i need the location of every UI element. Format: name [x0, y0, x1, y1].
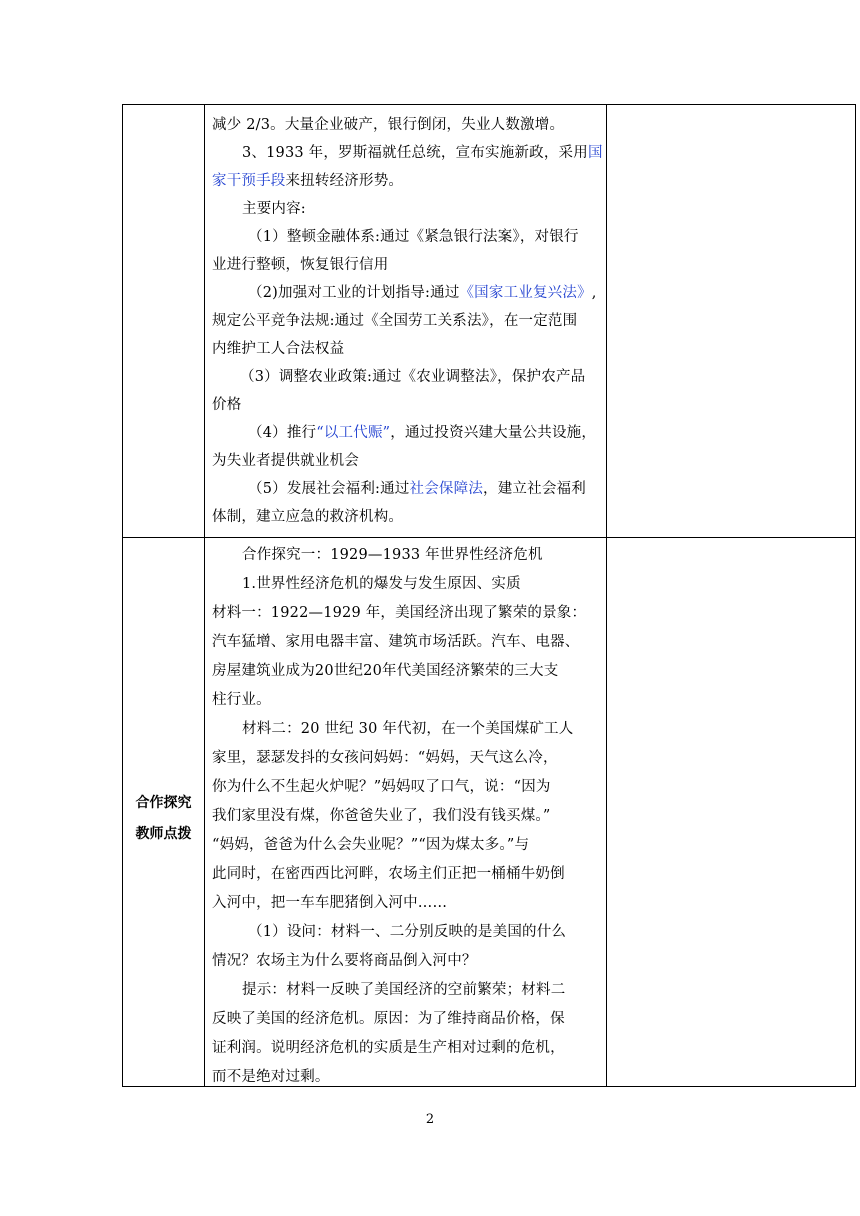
text-line [212, 1034, 604, 1063]
text-line [212, 195, 604, 223]
label-line-2: 教师点拨 [135, 826, 192, 842]
highlighted-term: 社会保障法 [409, 481, 484, 497]
text-segment: 家里，瑟瑟发抖的女孩问妈妈：“妈妈，天气这么冷， [212, 750, 558, 766]
table-border-left [122, 104, 123, 1087]
text-line [212, 657, 604, 686]
text-line [212, 503, 604, 531]
text-line [212, 599, 604, 628]
text-segment: 规定公平竞争法规:通过《全国劳工关系法》，在一定范围 [212, 313, 578, 329]
text-line [212, 391, 604, 419]
text-line [212, 251, 604, 279]
text-line [212, 947, 604, 976]
lesson-table [122, 104, 856, 1087]
text-segment: 业进行整顿，恢复银行信用 [212, 257, 389, 273]
highlighted-term: 家干预手段 [212, 173, 286, 189]
text-line [212, 860, 604, 889]
text-line [212, 279, 604, 307]
text-segment: 房屋建筑业成为20世纪20年代美国经济繁荣的三大支 [212, 663, 559, 679]
text-line [212, 918, 604, 947]
text-line [212, 475, 604, 503]
text-line [212, 773, 604, 802]
text-segment: 汽车猛增、家用电器丰富、建筑市场活跃。汽车、电器、 [212, 634, 580, 650]
table-divider-1 [204, 104, 205, 1087]
text-line [212, 111, 604, 139]
row1-content [212, 111, 604, 531]
text-segment: 来扭转经济形势。 [285, 173, 404, 189]
text-segment: （2)加强对工业的计划指导:通过 [248, 285, 460, 301]
text-line [212, 541, 604, 570]
text-line [212, 686, 604, 715]
table-divider-2 [606, 104, 607, 1087]
text-segment: 为失业者提供就业机会 [212, 453, 359, 469]
text-line [212, 570, 604, 599]
text-segment: 主要内容: [242, 201, 306, 217]
row-divider [122, 537, 856, 538]
text-line [212, 419, 604, 447]
text-segment: ，通过投资兴建大量公共设施， [390, 425, 597, 441]
text-segment: 你为什么不生起火炉呢？”妈妈叹了口气，说：“因为 [212, 779, 551, 795]
text-segment: 减少 2/3。大量企业破产，银行倒闭，失业人数激增。 [212, 117, 565, 133]
table-border-right [855, 104, 856, 1087]
table-border-top [122, 104, 856, 105]
text-segment: 证利润。说明经济危机的实质是生产相对过剩的危机， [212, 1040, 565, 1056]
text-segment: 内维护工人合法权益 [212, 341, 345, 357]
text-segment: , [591, 285, 597, 301]
text-segment: 材料二：20 世纪 30 年代初，在一个美国煤矿工人 [242, 721, 574, 737]
text-line [212, 715, 604, 744]
text-segment: 合作探究一：1929—1933 年世界性经济危机 [242, 547, 543, 563]
text-segment: 反映了美国的经济危机。原因：为了维持商品价格，保 [212, 1011, 565, 1027]
text-line [212, 307, 604, 335]
text-line [212, 831, 604, 860]
row2-content [212, 541, 604, 1092]
text-segment: 体制，建立应急的救济机构。 [212, 509, 404, 525]
text-segment: （1）整顿金融体系:通过《紧急银行法案》，对银行 [248, 229, 579, 245]
text-segment: 而不是绝对过剩。 [212, 1069, 330, 1085]
text-segment: 我们家里没有煤，你爸爸失业了，我们没有钱买煤。” [212, 808, 551, 824]
text-segment: ，建立社会福利 [483, 481, 586, 497]
text-line [212, 744, 604, 773]
text-line [212, 802, 604, 831]
text-line [212, 889, 604, 918]
text-line [212, 223, 604, 251]
text-line [212, 335, 604, 363]
text-line [212, 976, 604, 1005]
text-line [212, 139, 604, 167]
text-line [212, 167, 604, 195]
text-segment: 柱行业。 [212, 692, 271, 708]
text-line [212, 628, 604, 657]
text-segment: 入河中，把一车车肥猪倒入河中…… [212, 895, 448, 911]
highlighted-term: “以工代赈” [316, 425, 391, 441]
highlighted-term: 国 [587, 145, 603, 161]
text-line [212, 1063, 604, 1092]
text-line [212, 447, 604, 475]
text-segment: “妈妈，爸爸为什么会失业呢？”“因为煤太多。”与 [212, 837, 530, 853]
text-segment: 提示：材料一反映了美国经济的空前繁荣；材料二 [242, 982, 566, 998]
text-segment: （1）设问：材料一、二分别反映的是美国的什么 [248, 924, 567, 940]
label-line-1: 合作探究 [135, 795, 192, 811]
text-line [212, 363, 604, 391]
text-line [212, 1005, 604, 1034]
text-segment: 此同时，在密西西比河畔，农场主们正把一桶桶牛奶倒 [212, 866, 565, 882]
row2-label [122, 788, 205, 850]
text-segment: （4）推行 [248, 425, 317, 441]
text-segment: 1.世界性经济危机的爆发与发生原因、实质 [242, 576, 521, 592]
text-segment: 材料一：1922—1929 年，美国经济出现了繁荣的景象： [212, 605, 587, 621]
page-number: 2 [425, 1112, 435, 1127]
text-segment: （3）调整农业政策:通过《农业调整法》，保护农产品 [240, 369, 586, 385]
text-segment: （5）发展社会福利:通过 [248, 481, 410, 497]
text-segment: 价格 [212, 397, 242, 413]
text-segment: 3、1933 年，罗斯福就任总统，宣布实施新政，采用 [242, 145, 588, 161]
text-segment: 情况？农场主为什么要将商品倒入河中？ [212, 953, 477, 969]
highlighted-term: 《国家工业复兴法》 [459, 285, 592, 301]
